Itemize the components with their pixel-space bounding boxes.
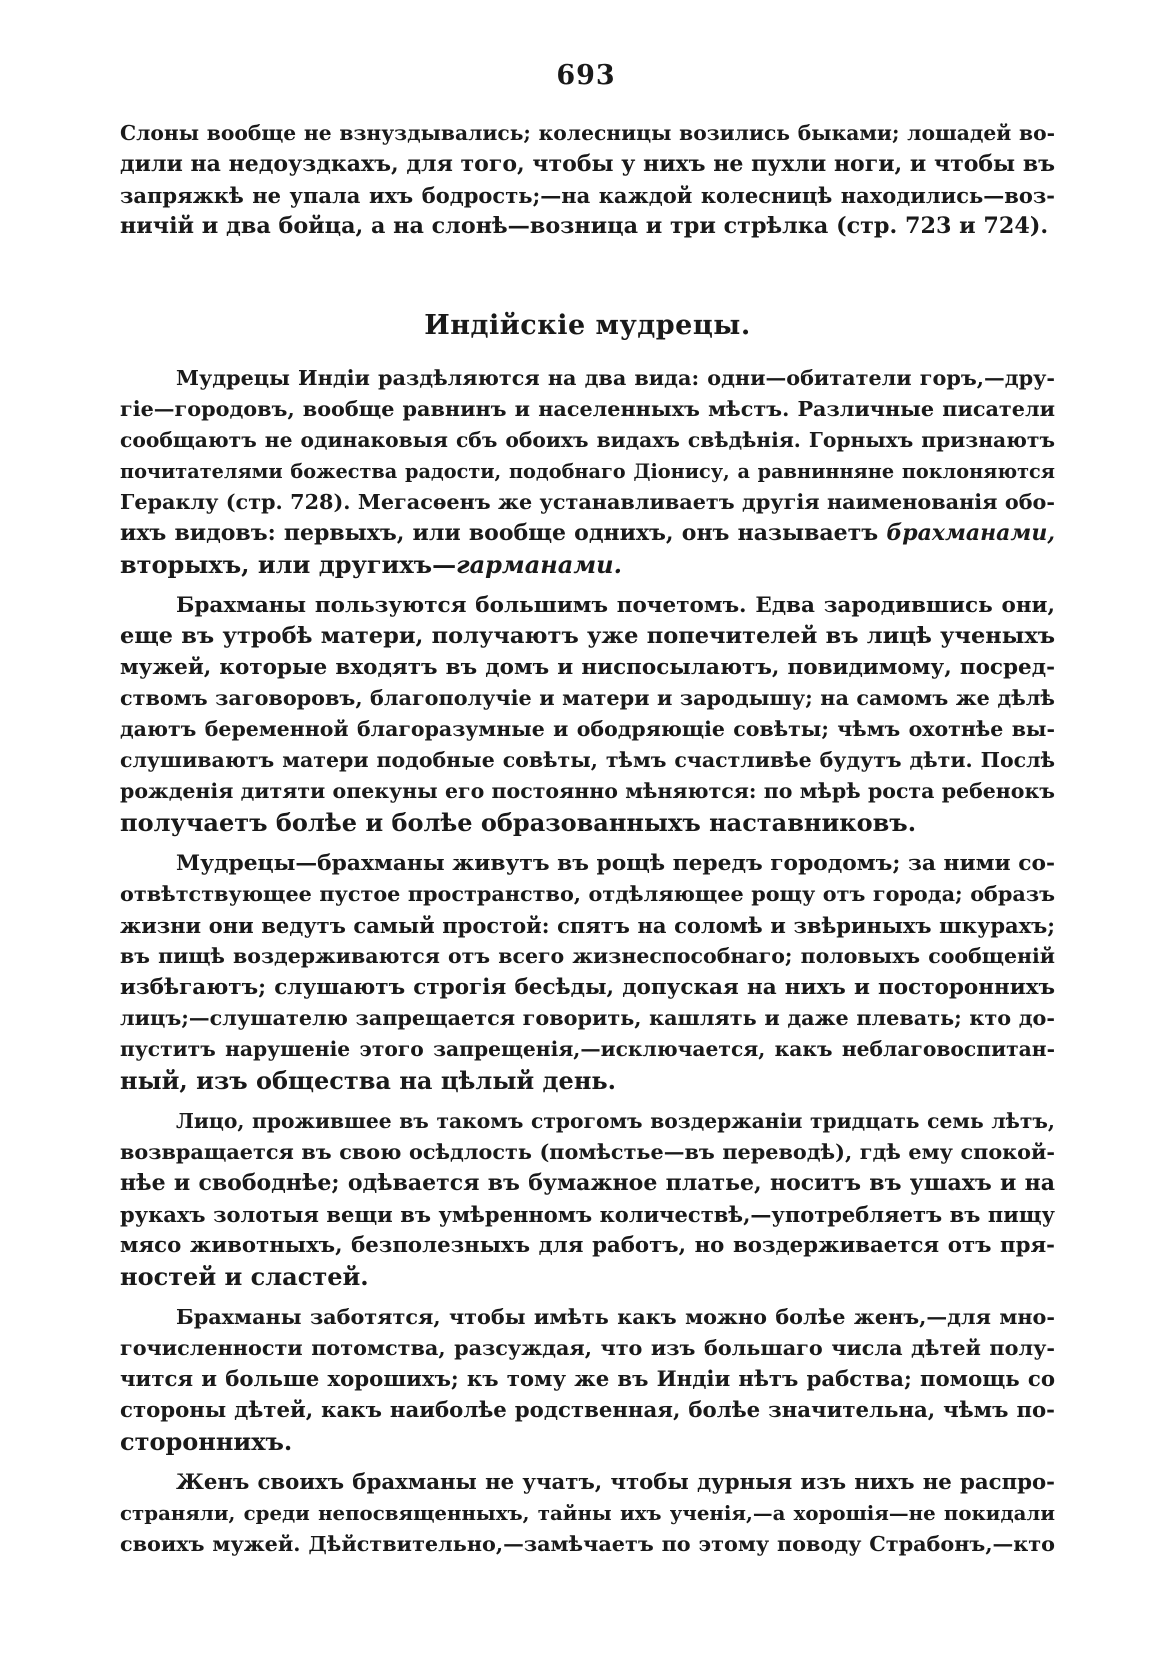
text-line: ствомъ заговоровъ, благополучіе и матери и зародышу; на самомъ же дѣлѣ (120, 686, 1055, 710)
text-line: пуститъ нарушеніе этого запрещенія,—исключается, какъ неблаговоспитан- (120, 1037, 1055, 1061)
paragraph-2 (120, 590, 1055, 838)
text-line: Брахманы пользуются большимъ почетомъ. Едва зародившись они, (176, 593, 1055, 618)
text-line: возвращается въ свою осѣдлость (помѣстье—въ переводѣ), гдѣ ему спокой- (120, 1140, 1055, 1164)
text-line: нѣе и свободнѣе; одѣвается въ бумажное платье, носитъ въ ушахъ и на (120, 1170, 1055, 1196)
text-line-with-emphasis (120, 518, 1055, 549)
text-line: избѣгаютъ; слушаютъ строгія бесѣды, допуская на нихъ и постороннихъ (120, 975, 1055, 1000)
text-line: чится и больше хорошихъ; къ тому же въ Индіи нѣтъ рабства; помощь со (120, 1367, 1055, 1392)
intro-paragraph (120, 118, 1055, 242)
emphasis-garmans: гарманами. (456, 550, 622, 579)
text-line: Мудрецы Индіи раздѣляются на два вида: одни—обитатели горъ,—дру- (176, 366, 1055, 390)
text-line: ный, изъ общества на цѣлый день. (120, 1066, 617, 1095)
text-line: почитателями божества радости, подобнаго Діонису, а равнинняне поклоняются (120, 460, 1055, 483)
text-line: лицъ;—слушателю запрещается говорить, кашлять и даже плевать; кто до- (120, 1006, 1055, 1030)
text-line: Слоны вообще не взнуздывались; колесницы возились быками; лошадей во- (120, 121, 1055, 145)
text-line: отвѣтствующее пустое пространство, отдѣляющее рощу отъ города; образъ (120, 882, 1055, 906)
text-line: гочисленности потомства, разсуждая, что изъ большаго числа дѣтей полу- (120, 1336, 1055, 1360)
text-line: рукахъ золотыя вещи въ умѣренномъ количествѣ,—употребляетъ въ пищу (120, 1202, 1055, 1227)
paragraph-4 (120, 1106, 1055, 1292)
text-line: мужей, которые входятъ въ домъ и ниспосылаютъ, повидимому, посред- (120, 655, 1055, 680)
section-heading: Индійскіе мудрецы. (424, 310, 751, 341)
text-line: стороннихъ. (120, 1427, 293, 1456)
text-line: ностей и сластей. (120, 1262, 369, 1291)
text-line: рожденія дитяти опекуны его постоянно мѣняются: по мѣрѣ роста ребенокъ (120, 779, 1055, 803)
text-line: Брахманы заботятся, чтобы имѣть какъ можно болѣе женъ,—для мно- (176, 1305, 1055, 1329)
text-line: жизни они ведутъ самый простой: спятъ на соломѣ и звѣриныхъ шкурахъ; (120, 913, 1055, 938)
text-line: запряжкѣ не упала ихъ бодрость;—на каждой колесницѣ находились—воз- (120, 183, 1055, 208)
text-line: сообщаютъ не одинаковыя сбъ обоихъ видахъ свѣдѣнія. Горныхъ признаютъ (120, 428, 1055, 452)
paragraph-gap (120, 1457, 1055, 1467)
text-line: мясо животныхъ, безполезныхъ для работъ, но воздерживается отъ пря- (120, 1233, 1055, 1258)
text-fragment: ихъ видовъ: первыхъ, или вообще однихъ, онъ называетъ (120, 520, 879, 546)
text-line: Женъ своихъ брахманы не учатъ, чтобы дурныя изъ нихъ не распро- (176, 1470, 1055, 1495)
text-line-with-emphasis (120, 549, 1055, 580)
paragraph-1 (120, 363, 1055, 580)
text-line: стороны дѣтей, какъ наиболѣе родственная, болѣе значительна, чѣмъ по- (120, 1398, 1055, 1423)
text-line: Лицо, прожившее въ такомъ строгомъ воздержаніи тридцать семь лѣтъ, (176, 1109, 1055, 1133)
paragraph-6 (120, 1467, 1055, 1560)
text-line: даютъ беременной благоразумные и ободряющіе совѣты; чѣмъ охотнѣе вы- (120, 717, 1055, 741)
text-line: слушиваютъ матери подобные совѣты, тѣмъ счастливѣе будутъ дѣти. Послѣ (120, 748, 1055, 772)
text-line: гіе—городовъ, вообще равнинъ и населенныхъ мѣстъ. Различные писатели (120, 397, 1055, 421)
text-line: въ пищѣ воздерживаются отъ всего жизнеспособнаго; половыхъ сообщеній (120, 944, 1055, 968)
text-line: дили на недоуздкахъ, для того, чтобы у нихъ не пухли ноги, и чтобы въ (120, 151, 1055, 177)
text-line: ничій и два бойца, а на слонѣ—возница и три стрѣлка (стр. 723 и 724). (120, 213, 1049, 239)
text-line: Мудрецы—брахманы живутъ въ рощѣ передъ городомъ; за ними со- (176, 851, 1055, 876)
paragraph-gap (120, 1292, 1055, 1302)
paragraph-3 (120, 848, 1055, 1096)
text-line: еще въ утробѣ матери, получаютъ уже попечителей въ лицѣ ученыхъ (120, 623, 1055, 649)
text-fragment: вторыхъ, или другихъ— (120, 550, 457, 579)
page-number: 693 (556, 60, 616, 91)
text-line: получаетъ болѣе и болѣе образованныхъ наставниковъ. (120, 808, 917, 837)
text-line: страняли, среди непосвященныхъ, тайны ихъ ученія,—а хорошія—не покидали (120, 1501, 1055, 1525)
text-line: своихъ мужей. Дѣйствительно,—замѣчаетъ по этому поводу Страбонъ,—кто (120, 1532, 1055, 1556)
text-line: Гераклу (стр. 728). Мегасѳенъ же устанавливаетъ другія наименованія обо- (120, 490, 1055, 514)
paragraph-gap (120, 1096, 1055, 1106)
paragraph-gap (120, 580, 1055, 590)
emphasis-brahmans: брахманами, (886, 520, 1055, 546)
paragraph-gap (120, 838, 1055, 848)
paragraph-5 (120, 1302, 1055, 1457)
text-column (120, 118, 1055, 1560)
